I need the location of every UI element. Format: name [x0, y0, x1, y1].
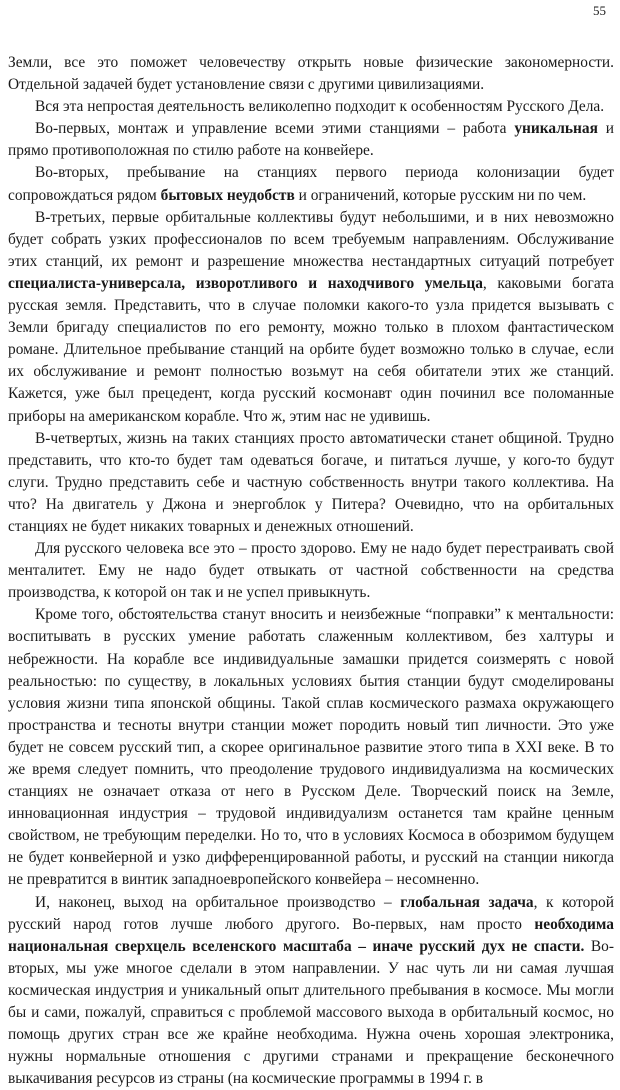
emphasis-text: глобальная задача — [400, 893, 534, 911]
paragraph-text: и прямо противоположная по стилю работе на конвейере. — [8, 120, 614, 160]
paragraph — [8, 604, 614, 891]
paragraph-text: Для русского человека все это – просто здорово. Ему не надо будет перестраивать свой менталитет. Ему не надо будет отвыкать от частной собственности на средства производства, к которой он так и не успел привыкнуть. — [8, 540, 614, 602]
paragraph-text: Во-первых, монтаж и управление всеми этими станциями – работа — [35, 120, 515, 138]
paragraph-text: В-четвертых, жизнь на таких станциях просто автоматически станет общиной. Трудно представить, что кто-то будет там одеваться богаче, и питаться лучше, у кого-то будут слуги. Трудно представить себе и частную собственность внутри такого коллектива. На что? На двигатель у Джона и энергоблок у Питера? Очевидно, что на орбитальных станциях не будет никаких товарных и денежных отношений. — [8, 429, 614, 535]
paragraph-text: , к которой русский народ готов лучше любого другого. Во-первых, нам просто — [8, 893, 614, 933]
paragraph-text: В-третьих, первые орбитальные коллективы будут небольшими, и в них невозможно будет собрать узких профессионалов по всем требуемым направлениям. Обслуживание этих станций, их ремонт и разрешение множества нестандартных ситуаций потребует — [8, 208, 614, 270]
emphasis-text: специалиста-универсала, изворотливого и находчивого умельца — [8, 274, 483, 292]
paragraph — [8, 162, 614, 206]
paragraph-text: Кроме того, обстоятельства станут вносить и неизбежные “поправки” к ментальности: воспитывать в русских умение работать слаженным коллективом, без халтуры и небрежности. На корабле все индивидуальные замашки придется соизмерять с новой реальностью: по существу, в локальных условиях бытия станции будут смоделированы условия жизни типа японской общины. Такой сплав космического размаха окружающего пространства и тесноты внутри станции может породить новый тип личности. Это уже будет не совсем русский тип, а скорее оригинальное развитие этого типа в XXI веке. В то же время следует помнить, что преодоление трудового индивидуализма на космических станциях не означает отказа от него в Русском Деле. Творческий поиск на Земле, инновационная индустрия – трудовой индивидуализм останется там крайне ценным свойством, не требующим переделки. Но то, что в условиях Космоса в обозримом будущем не будет конвейерной и узко дифференцированной работы, и русский на станции никогда не превратится в винтик западноевропейского конвейера – несомненно. — [8, 606, 614, 889]
paragraph-text: Земли, все это поможет человечеству открыть новые физические закономерности. Отдельной задачей будет установление связи с другими цивилизациями. — [8, 54, 614, 94]
page-number: 55 — [593, 3, 606, 18]
paragraph-text: Вся эта непростая деятельность великолепно подходит к особенностям Русского Дела. — [35, 98, 605, 116]
emphasis-text: необходима национальная сверхцель вселенского масштаба – иначе русский дух не спасти. — [8, 915, 614, 955]
paragraph — [8, 892, 614, 1090]
paragraph — [8, 118, 614, 162]
paragraph — [8, 96, 614, 118]
text-body — [8, 52, 614, 1090]
paragraph-text: Во-вторых, пребывание на станциях первого периода колонизации будет сопровождаться рядом — [8, 164, 614, 204]
paragraph — [8, 207, 614, 428]
emphasis-text: бытовых неудобств — [160, 186, 295, 204]
emphasis-text: уникальная — [514, 120, 598, 138]
paragraph — [8, 52, 614, 96]
paragraph-text: и ограничений, которые русским ни по чем. — [294, 186, 587, 204]
paragraph — [8, 428, 614, 538]
paragraph-text: , каковыми богата русская земля. Представить, что в случае поломки какого-то узла придется вызывать с Земли бригаду специалистов по его ремонту, можно только в плохом фантастическом романе. Длительное пребывание станций на орбите будет возможно только в случае, если их обслуживание и ремонт полностью возьмут на себя обитатели этих же станций. Кажется, уже был прецедент, когда русский космонавт один починил все поломанные приборы на американском корабле. Что ж, этим нас не удивишь. — [8, 274, 615, 425]
paragraph-text: Во-вторых, мы уже многое сделали в этом направлении. У нас чуть ли ни самая лучшая космическая индустрия и уникальный опыт длительного пребывания в космосе. Мы могли бы и сами, пожалуй, справиться с проблемой массового выхода в орбитальный космос, но помощь других стран все же крайне необходима. Нужна очень хорошая электроника, нужны нормальные отношения с другими странами и прекращение бесконечного выкачивания ресурсов из страны (на космические программы в 1994 г. в — [8, 937, 614, 1088]
paragraph — [8, 538, 614, 604]
paragraph-text: И, наконец, выход на орбитальное производство – — [35, 893, 401, 911]
